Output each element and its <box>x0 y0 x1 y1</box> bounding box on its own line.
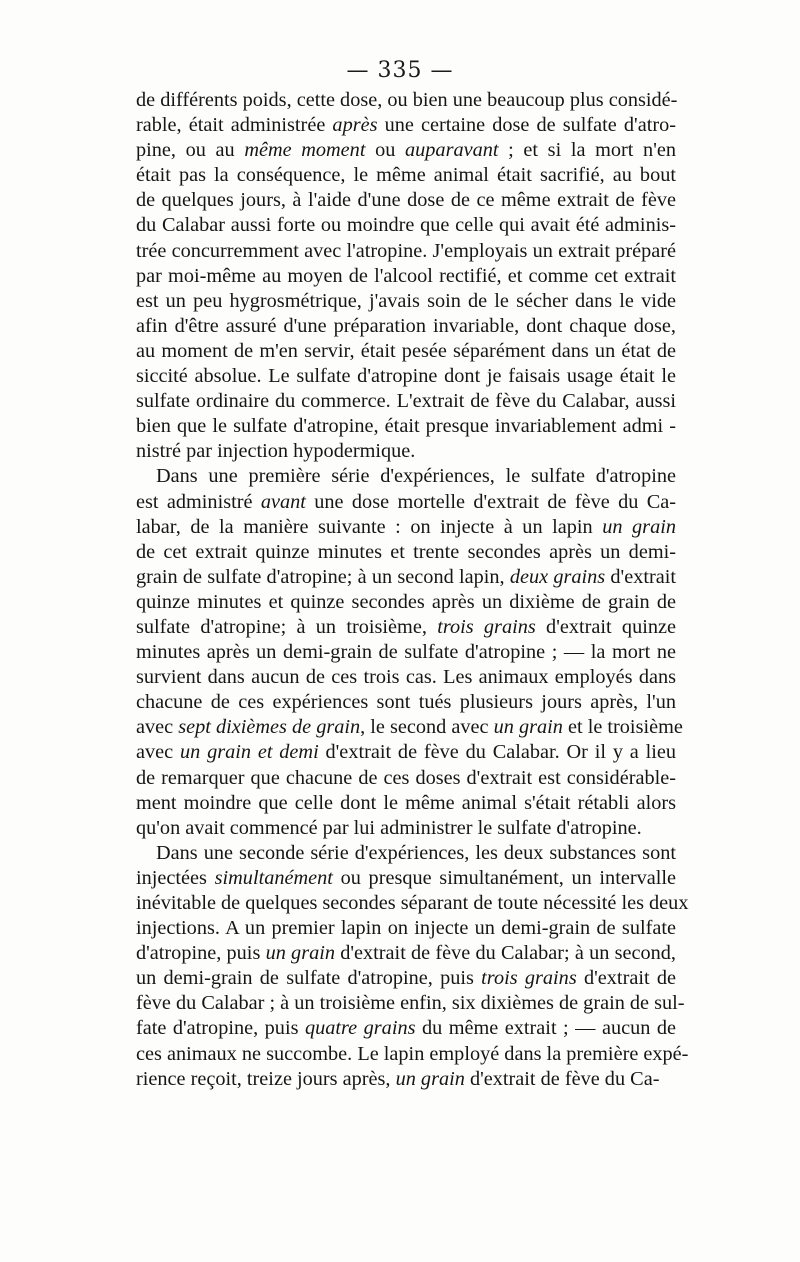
body-text <box>136 88 689 1092</box>
text-run: pine, ou au <box>136 139 245 162</box>
text-run: afin d'être assuré d'une préparation invariable, dont chaque dose, <box>136 314 676 337</box>
text-run: de cet extrait quinze minutes et trente secondes après un demi- <box>136 540 676 563</box>
text-run: fate d'atropine, puis <box>136 1017 305 1040</box>
italic-text: auparavant <box>405 139 499 162</box>
text-run: qu'on avait commencé par lui administrer le sulfate d'atropine. <box>136 816 642 839</box>
text-line <box>136 991 685 1016</box>
text-run: ces animaux ne succombe. Le lapin employé dans la première expé- <box>136 1042 689 1065</box>
text-line <box>136 590 676 615</box>
text-run: rable, était administrée <box>136 114 333 137</box>
italic-text: un grain <box>493 716 563 739</box>
text-line <box>136 565 676 590</box>
text-line <box>136 264 676 289</box>
text-line <box>136 766 676 791</box>
text-run: d'extrait de fève du Calabar; à un second, <box>335 942 677 965</box>
text-run: d'extrait de <box>576 967 677 990</box>
paragraph <box>136 464 683 840</box>
text-run: sulfate d'atropine; à un troisième, <box>136 615 438 638</box>
text-run: ment moindre que celle dont le même animal s'était rétabli alors <box>136 791 676 814</box>
italic-text: sept dixièmes de grain <box>178 716 361 739</box>
text-run: siccité absolue. Le sulfate d'atropine dont je faisais usage était le <box>136 365 676 388</box>
text-line <box>136 615 676 640</box>
text-run: par moi-même au moyen de l'alcool rectifié, et comme cet extrait <box>136 264 676 287</box>
text-run: avec <box>136 716 179 739</box>
italic-text: après <box>332 114 378 137</box>
italic-text: avant <box>260 490 306 513</box>
text-line <box>136 966 676 991</box>
text-line <box>136 389 676 414</box>
text-run: ou <box>365 139 405 162</box>
text-run: Dans une première série d'expériences, le sulfate d'atropine <box>156 465 676 488</box>
text-run: avec <box>136 741 180 764</box>
text-line <box>136 916 676 941</box>
text-run: et le troisième <box>562 716 683 739</box>
text-run: sulfate ordinaire du commerce. L'extrait de fève du Calabar, aussi <box>136 390 676 413</box>
italic-text: simultanément <box>214 866 333 889</box>
text-line <box>136 163 676 188</box>
text-line <box>136 88 676 113</box>
text-run: trée concurremment avec l'atropine. J'employais un extrait préparé <box>136 239 676 262</box>
text-run: une certaine dose de sulfate d'atro- <box>377 114 676 137</box>
text-run: est administré <box>136 490 261 513</box>
text-run: était pas la conséquence, le même animal était sacrifié, au bout <box>136 164 676 187</box>
text-line <box>136 439 676 464</box>
italic-text: un grain <box>265 942 336 965</box>
text-run: du Calabar aussi forte ou moindre que celle qui avait été adminis- <box>136 214 676 237</box>
paragraph <box>136 841 689 1092</box>
text-line <box>136 289 676 314</box>
text-run: d'extrait quinze <box>535 615 676 638</box>
text-run: ; et si la mort n'en <box>498 139 676 162</box>
text-run: un demi-grain de sulfate d'atropine, puis <box>136 967 482 990</box>
italic-text: quatre grains <box>304 1017 416 1040</box>
text-line <box>136 1016 676 1041</box>
text-run: de différents poids, cette dose, ou bien une beaucoup plus considé- <box>136 89 678 111</box>
text-line <box>136 314 676 339</box>
italic-text: même moment <box>244 139 366 162</box>
italic-text: trois grains <box>437 615 536 638</box>
text-line <box>136 239 676 264</box>
text-line <box>136 1042 689 1067</box>
text-run: survient dans aucun de ces trois cas. Les animaux employés dans <box>136 666 676 689</box>
text-line <box>136 1067 676 1092</box>
text-run: , le second avec <box>360 716 494 739</box>
page-number: — 335 — <box>346 58 454 83</box>
text-line <box>136 640 676 665</box>
text-run: une dose mortelle d'extrait de fève du Ca- <box>305 490 676 513</box>
text-line <box>136 690 676 715</box>
text-run: labar, de la manière suivante : on injecte à un lapin <box>136 515 603 538</box>
text-run: d'extrait de fève du Calabar. Or il y a lieu <box>318 741 676 764</box>
text-line <box>136 791 676 816</box>
text-run: au moment de m'en servir, était pesée séparément dans un état de <box>136 339 676 362</box>
italic-text: un grain et demi <box>179 741 319 764</box>
text-line <box>136 464 676 489</box>
text-line <box>136 841 676 866</box>
paragraph <box>136 88 676 464</box>
italic-text: un grain <box>395 1067 465 1090</box>
text-line <box>136 213 676 238</box>
text-run: bien que le sulfate d'atropine, était presque invariablement admi - <box>136 415 676 438</box>
text-run: d'extrait <box>605 565 676 588</box>
text-run: ou presque simultanément, un intervalle <box>332 866 677 889</box>
text-line <box>136 891 689 916</box>
text-line <box>136 816 676 841</box>
text-line <box>136 515 676 540</box>
text-run: Dans une seconde série d'expériences, les deux substances sont <box>156 841 676 864</box>
text-line <box>136 490 676 515</box>
text-run: minutes après un demi-grain de sulfate d'atropine ; — la mort ne <box>136 641 676 664</box>
text-line <box>136 113 676 138</box>
text-run: rience reçoit, treize jours après, <box>136 1067 396 1090</box>
text-line <box>136 188 676 213</box>
text-run: injections. A un premier lapin on injecte un demi-grain de sulfate <box>136 917 676 940</box>
text-line <box>136 941 676 966</box>
text-line <box>136 138 676 163</box>
text-run: est un peu hygrosmétrique, j'avais soin de le sécher dans le vide <box>136 289 676 312</box>
text-run: du même extrait ; — aucun de <box>415 1017 676 1040</box>
text-line <box>136 715 683 740</box>
text-run: de quelques jours, à l'aide d'une dose de ce même extrait de fève <box>136 189 676 212</box>
text-run: fève du Calabar ; à un troisième enfin, six dixièmes de grain de sul- <box>136 992 685 1015</box>
text-line <box>136 665 676 690</box>
text-run: grain de sulfate d'atropine; à un second lapin, <box>136 565 510 588</box>
text-run: nistré par injection hypodermique. <box>136 440 416 463</box>
text-run: quinze minutes et quinze secondes après un dixième de grain de <box>136 590 676 613</box>
text-run: injectées <box>136 866 215 889</box>
italic-text: deux grains <box>509 565 606 588</box>
text-run: chacune de ces expériences sont tués plusieurs jours après, l'un <box>136 691 676 714</box>
italic-text: trois grains <box>481 967 577 990</box>
text-run: de remarquer que chacune de ces doses d'extrait est considérable- <box>136 766 676 789</box>
text-line <box>136 540 676 565</box>
text-run: inévitable de quelques secondes séparant de toute nécessité les deux <box>136 892 689 914</box>
text-line <box>136 339 676 364</box>
text-line <box>136 866 676 891</box>
text-run: d'extrait de fève du Ca- <box>464 1067 660 1090</box>
text-run: d'atropine, puis <box>136 942 266 965</box>
text-line <box>136 364 676 389</box>
italic-text: un grain <box>602 515 676 538</box>
text-line <box>136 740 676 765</box>
text-line <box>136 414 676 439</box>
